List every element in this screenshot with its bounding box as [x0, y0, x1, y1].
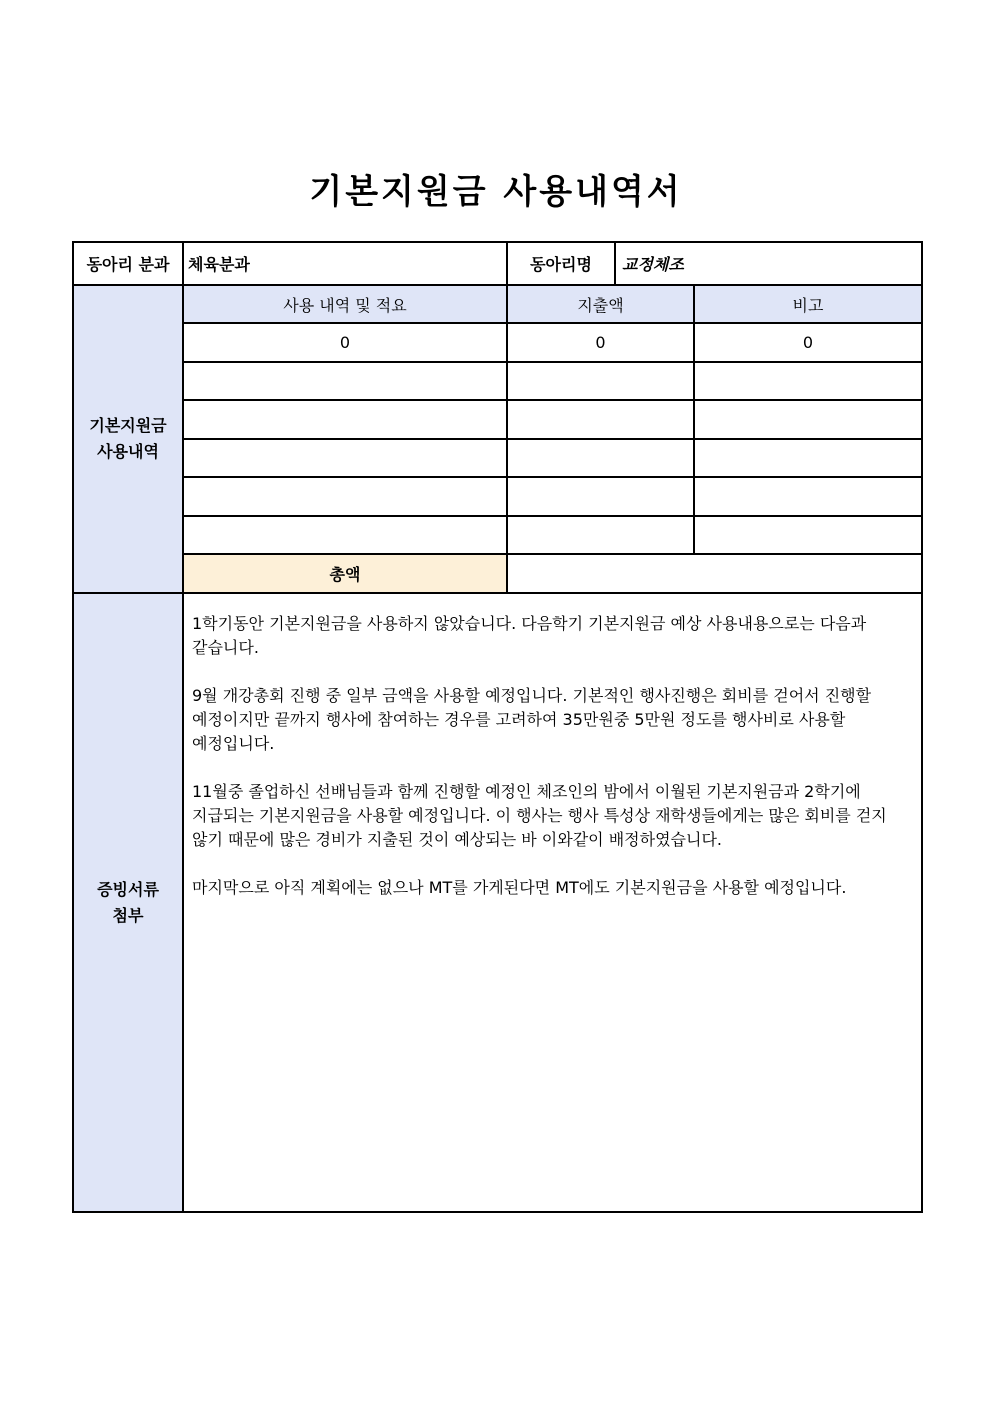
- club-category-value: 체육분과: [183, 242, 507, 285]
- evidence-paragraph: 11월중 졸업하신 선배님들과 함께 진행할 예정인 체조인의 밤에서 이월된 기본지원금과 2학기에 지급되는 기본지원금을 사용할 예정입니다. 이 행사는 행사 특성상 재학생들에게는 많은 회비를 걷지 않기 때문에 많은 경비가 지출된 것이 예상되는 바 이와같이 배정하였습니다.: [192, 782, 887, 849]
- club-name-label: 동아리명: [507, 242, 615, 285]
- usage-row: [73, 477, 922, 516]
- evidence-section-label-line1: 증빙서류: [97, 879, 159, 899]
- usage-section-label-line1: 기본지원금: [89, 416, 167, 435]
- document-title: 기본지원금 사용내역서: [309, 172, 683, 212]
- usage-row-description: [183, 477, 507, 516]
- usage-row-description: [183, 362, 507, 400]
- total-label: 총액: [183, 554, 507, 593]
- evidence-content: [183, 593, 922, 1212]
- usage-row: [73, 516, 922, 554]
- usage-row-note: [694, 362, 922, 400]
- evidence-section-label-line2: 첨부: [112, 905, 144, 925]
- usage-row-amount: [507, 516, 694, 554]
- total-row: [73, 554, 922, 593]
- usage-row-note: 0: [694, 323, 922, 362]
- usage-row: [73, 439, 922, 477]
- usage-row: [73, 323, 922, 362]
- usage-row: [73, 400, 922, 439]
- usage-row-description: 0: [183, 323, 507, 362]
- usage-row-description: [183, 516, 507, 554]
- evidence-paragraph: 1학기동안 기본지원금을 사용하지 않았습니다. 다음학기 기본지원금 예상 사용내용으로는 다음과 같습니다.: [192, 614, 867, 657]
- total-value: [507, 554, 922, 593]
- club-name-value: 교정체조: [615, 242, 922, 285]
- usage-row-amount: [507, 400, 694, 439]
- club-info-row: [73, 242, 922, 285]
- usage-row-description: [183, 439, 507, 477]
- usage-section-label-line2: 사용내역: [97, 442, 159, 461]
- usage-row-note: [694, 439, 922, 477]
- usage-row: [73, 362, 922, 400]
- usage-row-note: [694, 516, 922, 554]
- usage-report-table: [72, 241, 923, 1213]
- evidence-row: [73, 593, 922, 1212]
- usage-row-description: [183, 400, 507, 439]
- club-category-label: 동아리 분과: [73, 242, 183, 285]
- usage-row-note: [694, 477, 922, 516]
- usage-row-note: [694, 400, 922, 439]
- column-header-note: 비고: [694, 285, 922, 323]
- column-header-amount: 지출액: [507, 285, 694, 323]
- usage-row-amount: 0: [507, 323, 694, 362]
- usage-header-row: [73, 285, 922, 323]
- usage-row-amount: [507, 439, 694, 477]
- column-header-description: 사용 내역 및 적요: [183, 285, 507, 323]
- evidence-paragraph: 마지막으로 아직 계획에는 없으나 MT를 가게된다면 MT에도 기본지원금을 사용할 예정입니다.: [192, 878, 847, 897]
- usage-row-amount: [507, 362, 694, 400]
- evidence-paragraph: 9월 개강총회 진행 중 일부 금액을 사용할 예정입니다. 기본적인 행사진행은 회비를 걷어서 진행할 예정이지만 끝까지 행사에 참여하는 경우를 고려하여 35만원중 5만원 정도를 행사비로 사용할 예정입니다.: [192, 686, 872, 753]
- evidence-section-label: [73, 593, 183, 1212]
- usage-row-amount: [507, 477, 694, 516]
- usage-section-label: [73, 285, 183, 593]
